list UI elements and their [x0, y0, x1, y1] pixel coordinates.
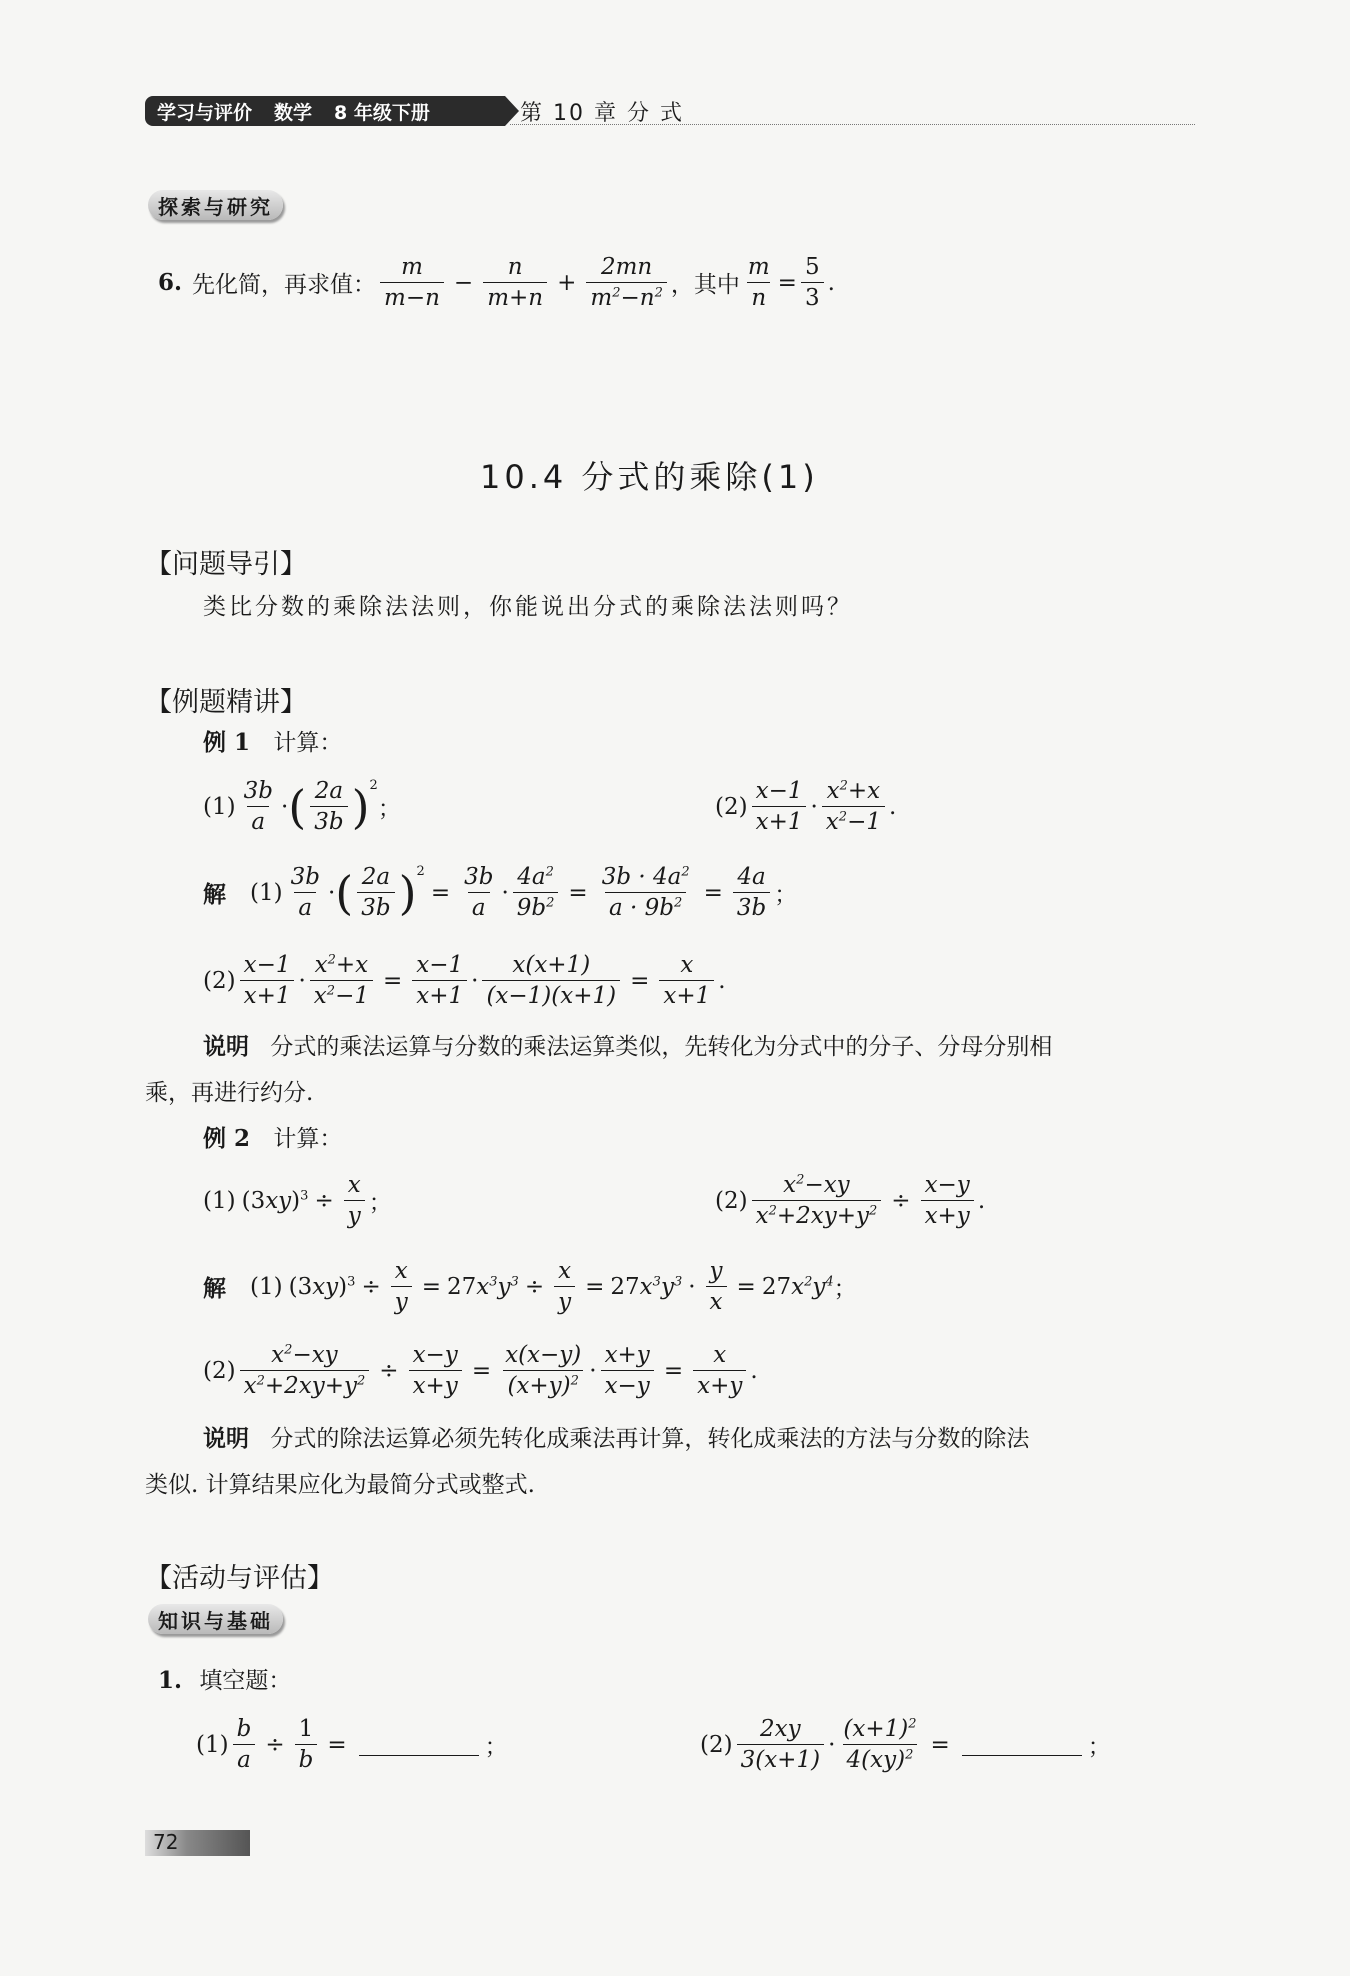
q6-text: 先化简，再求值： — [192, 272, 377, 298]
q1-text: 填空题： — [199, 1668, 292, 1694]
guide-heading: 【问题导引】 — [145, 549, 307, 580]
note-label-2: 说明 — [203, 1425, 249, 1452]
q1-part-1: (1) $\frac{b}{a}$ ÷ $\frac{1}{b}$ = ； — [196, 1716, 508, 1773]
page-number-bar — [145, 1830, 250, 1856]
header-rule — [510, 124, 1195, 125]
section-title: 10.4 分式的乘除(1) — [480, 458, 819, 496]
ex2-solution-1: 解 (1) $(3xy)^3$ ÷ $\frac{x}{y}$ = $27x^3y^3$ ÷ $\frac{x}{y}$ = $27x^3y^3$ · $\frac{y}{x}$ = $27x^2y^4$ ； — [203, 1258, 857, 1315]
example-1-heading — [203, 726, 342, 760]
question-6: 6. 先化简，再求值： $\frac{m}{m-n}$ − $\frac{n}{m+n}$ + $\frac{2mn}{m^2-n^2}$ ，其中 $\frac{m}{n}$ = $\frac{5}{3}$ . — [158, 254, 835, 311]
q1-label: 1. — [158, 1667, 183, 1694]
ex2-problem-1: (1) $(3xy)^3$ ÷ $\frac{x}{y}$ ； — [203, 1172, 392, 1229]
ex2-label: 例 2 — [203, 1125, 251, 1152]
ex1-text: 计算： — [273, 730, 343, 756]
ex1-problem-2: (2) $\frac{x-1}{x+1}$ · $\frac{x^2+x}{x^2-1}$ . — [715, 778, 897, 835]
q1-part-2: (2) $\frac{2xy}{3(x+1)}$ · $\frac{(x+1)^2}{4(xy)^2}$ = ； — [700, 1716, 1111, 1773]
ex1-solution-1: 解 (1) $\frac{3b}{a}$ · ( $\frac{2a}{3b}$ ) $^2$ = $\frac{3b}{a}$ · $\frac{4a^2}{9b^2}$ = $\frac{3b \cdot 4a^2}{a \cdot 9b^2}$ = $\frac{4a}{3b}$ ； — [203, 864, 798, 921]
header-book-bar — [145, 96, 505, 126]
badge-explore: 探索与研究 — [148, 190, 283, 220]
q1-part-1-answer-blank[interactable] — [359, 1733, 479, 1756]
note-1-line-2: 乘，再进行约分. — [145, 1080, 314, 1106]
question-1 — [158, 1664, 291, 1698]
solution-label: 解 — [203, 881, 226, 908]
q6-label: 6. — [158, 269, 183, 296]
guide-text: 类比分数的乘除法法则，你能说出分式的乘除法法则吗？ — [203, 594, 853, 620]
note-1-line-1 — [203, 1030, 1052, 1064]
ex1-label: 例 1 — [203, 729, 251, 756]
example-2-heading — [203, 1122, 342, 1156]
solution-label-2: 解 — [203, 1275, 226, 1302]
header-grade: 8 年级下册 — [334, 101, 430, 124]
header-book: 学习与评价 — [157, 101, 253, 124]
q1-part-2-answer-blank[interactable] — [962, 1733, 1082, 1756]
examples-heading: 【例题精讲】 — [145, 687, 307, 718]
header-chapter: 第 10 章 分 式 — [520, 101, 684, 126]
note-2-text-a: 分式的除法运算必须先转化成乘法再计算，转化成乘法的方法与分数的除法 — [270, 1426, 1030, 1452]
ex1-solution-2: (2) $\frac{x-1}{x+1}$ · $\frac{x^2+x}{x^2-1}$ = $\frac{x-1}{x+1}$ · $\frac{x(x+1)}{(x-1)(x+1)}$ = $\frac{x}{x+1}$ . — [203, 952, 726, 1009]
header-subject: 数学 — [274, 101, 313, 124]
note-1-text-a: 分式的乘法运算与分数的乘法运算类似，先转化为分式中的分子、分母分别相 — [270, 1034, 1053, 1060]
badge-basic: 知识与基础 — [148, 1604, 283, 1634]
note-2-line-2: 类似. 计算结果应化为最简分式或整式. — [145, 1472, 535, 1498]
note-2-line-1 — [203, 1422, 1029, 1456]
ex2-solution-2: (2) $\frac{x^2-xy}{x^2+2xy+y^2}$ ÷ $\frac{x-y}{x+y}$ = $\frac{x(x-y)}{(x+y)^2}$ · $\frac{x+y}{x-y}$ = $\frac{x}{x+y}$ . — [203, 1342, 758, 1399]
activity-heading: 【活动与评估】 — [145, 1563, 334, 1594]
q6-cond: ，其中 — [670, 272, 740, 298]
ex2-problem-2: (2) $\frac{x^2-xy}{x^2+2xy+y^2}$ ÷ $\frac{x-y}{x+y}$ . — [715, 1172, 986, 1229]
note-label: 说明 — [203, 1033, 249, 1060]
ex1-problem-1: (1) $\frac{3b}{a}$ · ( $\frac{2a}{3b}$ ) $^2$ ； — [203, 778, 401, 835]
page-number: 72 — [153, 1830, 179, 1854]
ex2-text: 计算： — [273, 1126, 343, 1152]
